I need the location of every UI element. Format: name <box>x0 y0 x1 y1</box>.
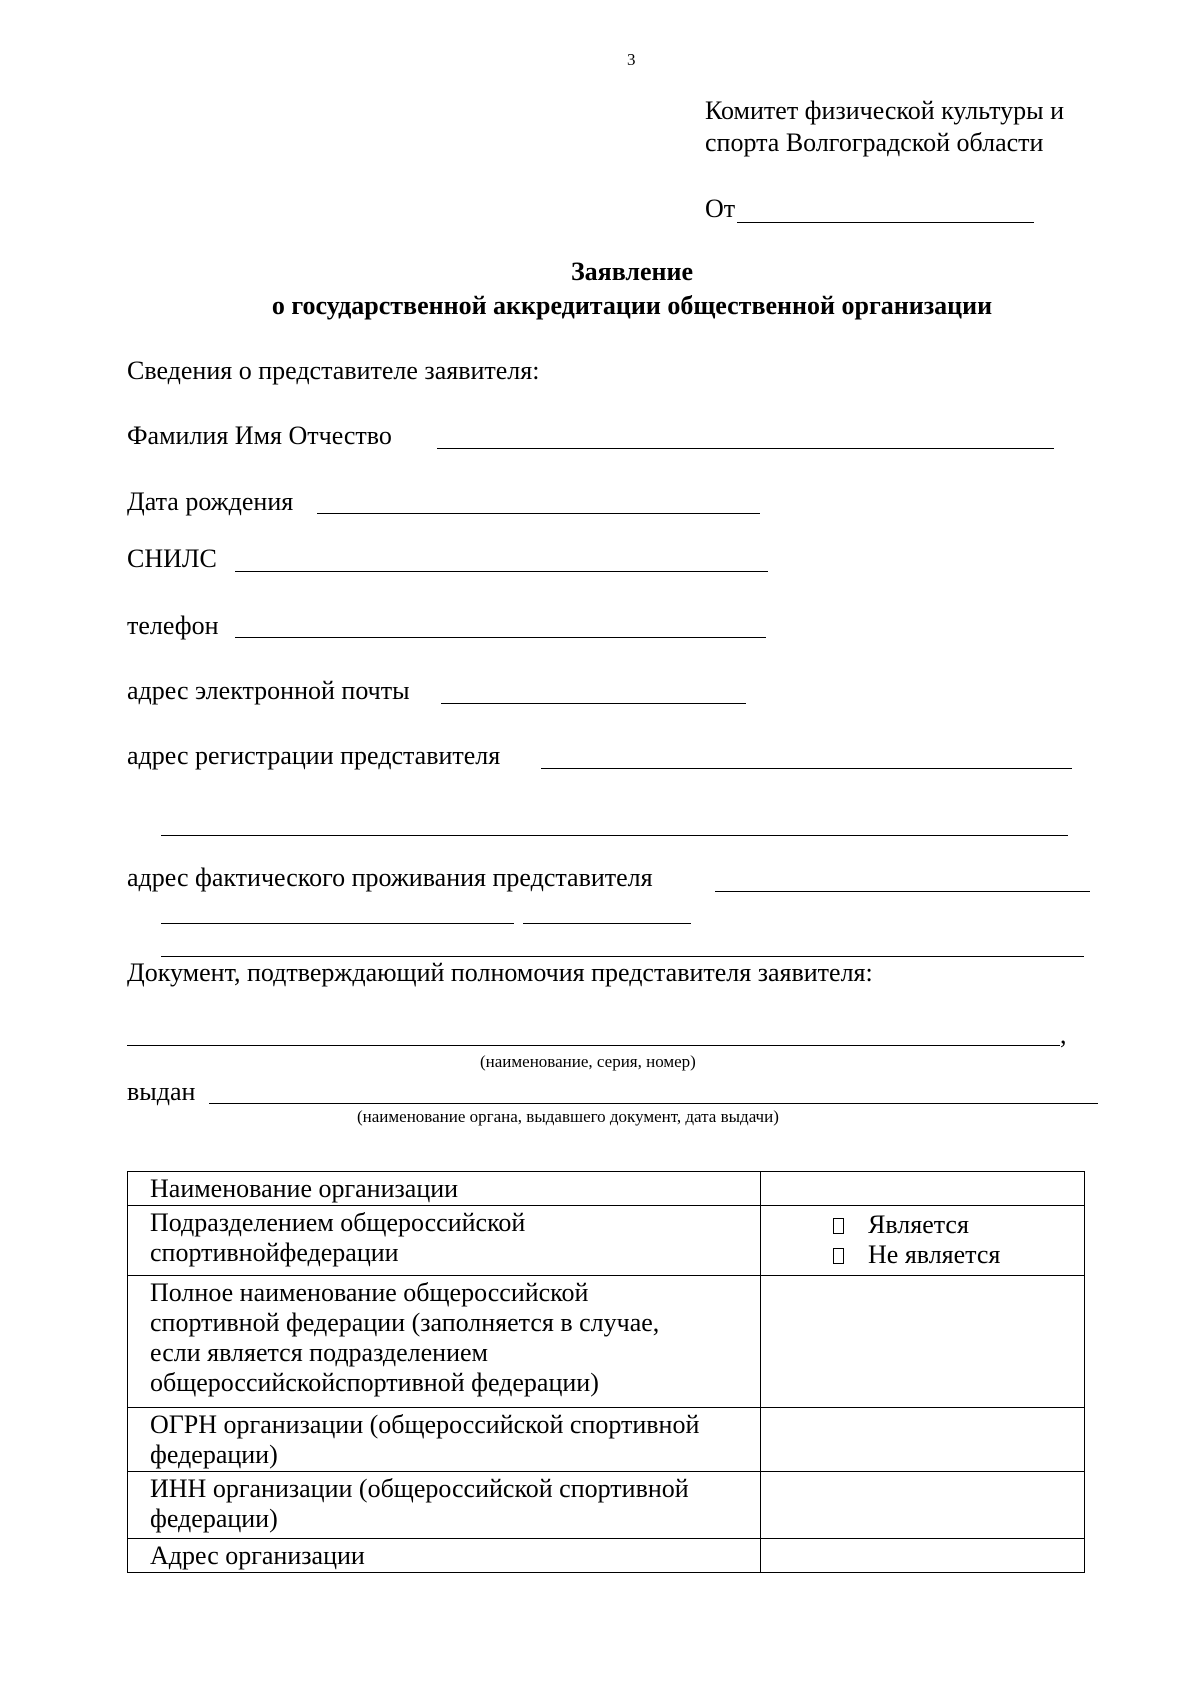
federation-full-name-value[interactable] <box>761 1276 1085 1408</box>
reg-address-label: адрес регистрации представителя <box>127 741 501 770</box>
checkbox-yes[interactable] <box>833 1218 844 1234</box>
table-row <box>128 1539 1085 1573</box>
birth-date-field[interactable] <box>317 513 760 514</box>
subdivision-options <box>761 1206 1085 1276</box>
document-title: Заявление <box>570 257 694 286</box>
actual-address-field-2a[interactable] <box>161 923 514 924</box>
ogrn-value[interactable] <box>761 1408 1085 1472</box>
document-name-caption: (наименование, серия, номер) <box>480 1052 696 1071</box>
table-row <box>128 1472 1085 1539</box>
representative-heading: Сведения о представителе заявителя: <box>127 356 540 385</box>
page-number: 3 <box>627 50 636 69</box>
addressee-line-2: спорта Волгоградской области <box>705 128 1044 157</box>
issued-by-caption: (наименование органа, выдавшего документ, дата выдачи) <box>357 1107 779 1126</box>
actual-address-field[interactable] <box>715 891 1090 892</box>
document-heading: Документ, подтверждающий полномочия представителя заявителя: <box>127 958 873 987</box>
org-name-label: Наименование организации <box>128 1172 761 1206</box>
actual-address-field-2b[interactable] <box>523 923 691 924</box>
from-field[interactable] <box>737 222 1034 223</box>
document-subtitle: о государственной аккредитации общественной организации <box>271 291 993 320</box>
org-name-value[interactable] <box>761 1172 1085 1206</box>
email-label: адрес электронной почты <box>127 676 410 705</box>
issued-by-field[interactable] <box>209 1103 1098 1104</box>
actual-address-label: адрес фактического проживания представителя <box>127 863 653 892</box>
subdivision-label: Подразделением общероссийской спортивнойфедерации <box>128 1206 761 1276</box>
table-row <box>128 1172 1085 1206</box>
inn-label: ИНН организации (общероссийской спортивной федерации) <box>128 1472 761 1539</box>
addressee-line-1: Комитет физической культуры и <box>705 96 1065 125</box>
option-yes[interactable] <box>833 1210 1078 1240</box>
option-no[interactable] <box>833 1240 1078 1270</box>
table-row <box>128 1206 1085 1276</box>
org-address-label: Адрес организации <box>128 1539 761 1573</box>
org-address-value[interactable] <box>761 1539 1085 1573</box>
fio-label: Фамилия Имя Отчество <box>127 421 392 450</box>
organization-table <box>127 1171 1085 1573</box>
issued-label: выдан <box>127 1077 196 1106</box>
table-row <box>128 1408 1085 1472</box>
reg-address-field-continued[interactable] <box>161 835 1068 836</box>
inn-value[interactable] <box>761 1472 1085 1539</box>
option-yes-label: Является <box>868 1210 969 1239</box>
federation-full-name-label: Полное наименование общероссийской спортивной федерации (заполняется в случае, если является подразделением общероссийскойспортивной федерации) <box>128 1276 761 1408</box>
reg-address-field[interactable] <box>541 768 1072 769</box>
phone-field[interactable] <box>235 637 766 638</box>
from-label: От <box>705 194 736 223</box>
snils-label: СНИЛС <box>127 544 217 573</box>
birth-date-label: Дата рождения <box>127 487 294 516</box>
option-no-label: Не является <box>868 1240 1001 1269</box>
table-row <box>128 1276 1085 1408</box>
actual-address-field-3[interactable] <box>161 956 1084 957</box>
email-field[interactable] <box>441 703 746 704</box>
checkbox-no[interactable] <box>833 1248 844 1264</box>
phone-label: телефон <box>127 611 219 640</box>
fio-field[interactable] <box>437 448 1054 449</box>
document-name-comma: , <box>1060 1020 1067 1049</box>
ogrn-label: ОГРН организации (общероссийской спортивной федерации) <box>128 1408 761 1472</box>
snils-field[interactable] <box>235 571 768 572</box>
document-name-field[interactable] <box>127 1045 1060 1046</box>
